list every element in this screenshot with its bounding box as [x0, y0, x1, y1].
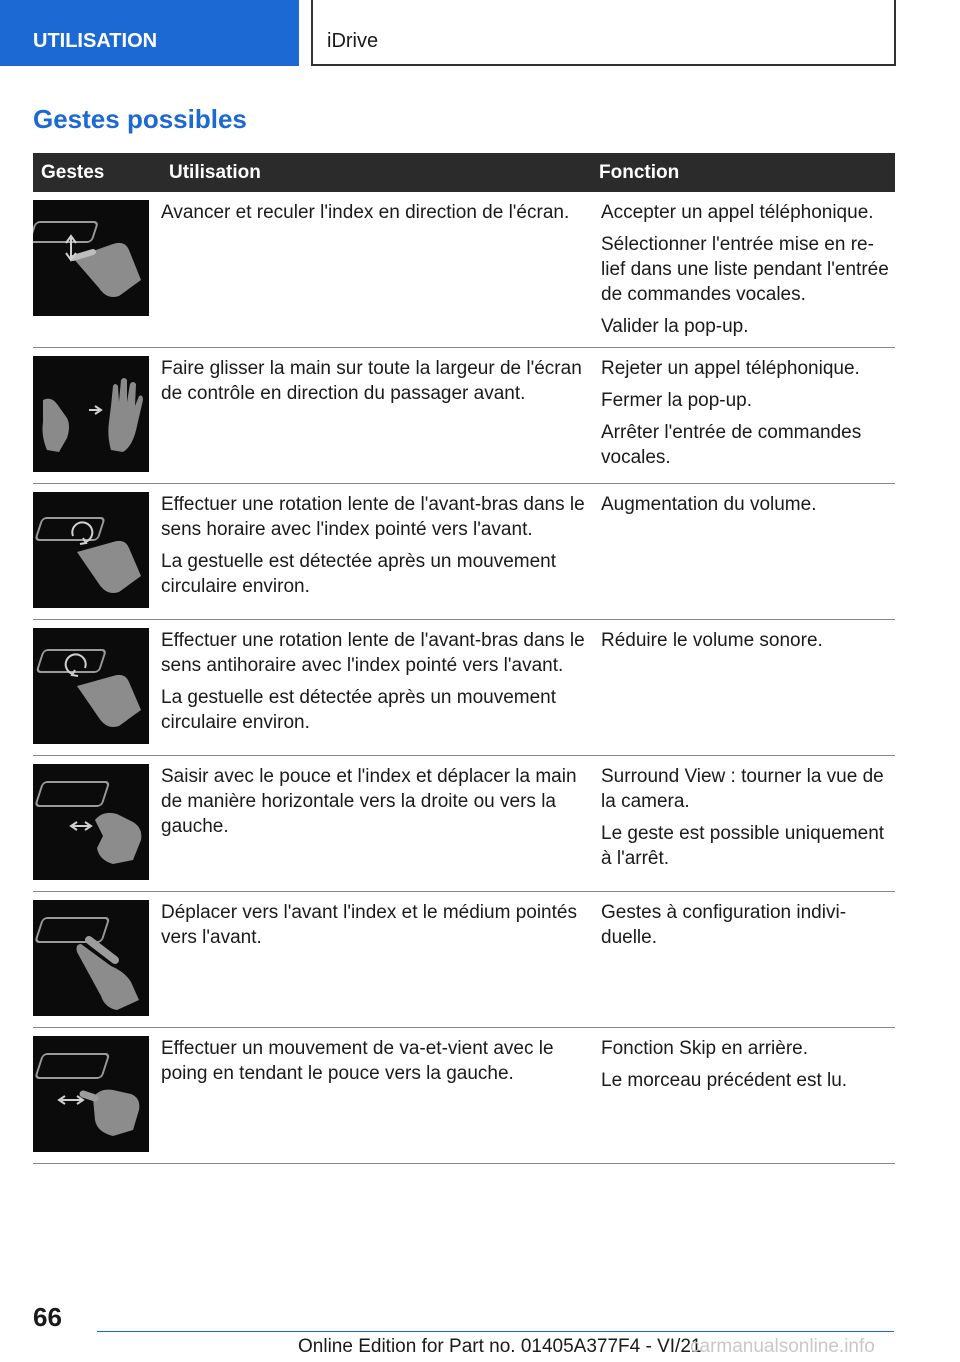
- function-text: Gestes à configuration indivi-duelle.: [601, 902, 847, 948]
- section-tab: [0, 0, 299, 66]
- watermark: carmanualsonline.info: [690, 1336, 875, 1357]
- usage-text: Effectuer un mouvement de va-et-vient avec le poing en tendant le pouce vers la gauche.: [161, 1038, 554, 1084]
- table-row: [33, 756, 895, 892]
- usage-text: La gestuelle est détectée après un mouvement circulaire environ.: [161, 687, 557, 733]
- usage-text: Déplacer vers l'avant l'index et le médium pointés vers l'avant.: [161, 902, 577, 948]
- gesture-grab-move-icon: [33, 764, 149, 880]
- usage-text: Effectuer une rotation lente de l'avant-bras dans le sens antihoraire avec l'index pointé vers l'avant.: [161, 630, 585, 676]
- usage-text: Avancer et reculer l'index en direction de l'écran.: [161, 202, 570, 223]
- table-row: [33, 348, 895, 484]
- usage-text: Faire glisser la main sur toute la largeur de l'écran de contrôle en direction du passager avant.: [161, 358, 582, 404]
- function-text: Augmentation du volume.: [601, 494, 817, 515]
- function-text: Arrêter l'entrée de commandes vocales.: [601, 422, 862, 468]
- column-header-usage: Utilisation: [161, 153, 591, 192]
- section-label: UTILISATION: [33, 30, 158, 52]
- function-text: Fermer la pop-up.: [601, 390, 753, 411]
- function-text: Rejeter un appel téléphonique.: [601, 358, 860, 379]
- gesture-point-forward-back-icon: [33, 200, 149, 316]
- table-row: [33, 892, 895, 1028]
- function-text: Accepter un appel téléphonique.: [601, 202, 874, 223]
- page-title: Gestes possibles: [33, 104, 247, 134]
- gesture-rotate-clockwise-icon: [33, 492, 149, 608]
- table-header-row: [33, 153, 895, 192]
- table-row: [33, 620, 895, 756]
- gesture-two-fingers-forward-icon: [33, 900, 149, 1016]
- table-row: [33, 1028, 895, 1164]
- column-header-function: Fonction: [591, 153, 895, 192]
- function-text: Le geste est possible uniquement à l'arrêt.: [601, 823, 885, 869]
- chapter-label: iDrive: [327, 30, 379, 52]
- table-row: [33, 192, 895, 348]
- gesture-rotate-counterclockwise-icon: [33, 628, 149, 744]
- usage-text: La gestuelle est détectée après un mouvement circulaire environ.: [161, 551, 557, 597]
- function-text: Valider la pop-up.: [601, 316, 749, 337]
- page-number: 66: [33, 1302, 62, 1332]
- edition-text: Online Edition for Part no. 01405A377F4 - VI/21: [298, 1336, 702, 1357]
- gesture-swipe-hand-icon: [33, 356, 149, 472]
- usage-text: Saisir avec le pouce et l'index et déplacer la main de manière horizontale vers la droite ou vers la gauche.: [161, 766, 577, 837]
- function-text: Sélectionner l'entrée mise en re-lief dans une liste pendant l'entrée de commandes vocales.: [601, 234, 889, 305]
- gesture-fist-thumb-wave-icon: [33, 1036, 149, 1152]
- function-text: Le morceau précédent est lu.: [601, 1070, 848, 1091]
- usage-text: Effectuer une rotation lente de l'avant-bras dans le sens horaire avec l'index pointé vers l'avant.: [161, 494, 585, 540]
- table-row: [33, 484, 895, 620]
- function-text: Fonction Skip en arrière.: [601, 1038, 808, 1059]
- column-header-gestures: Gestes: [33, 153, 161, 192]
- function-text: Réduire le volume sonore.: [601, 630, 823, 651]
- gestures-table: [33, 153, 895, 1164]
- chapter-tab: [311, 0, 896, 66]
- footer-divider: [97, 1331, 894, 1332]
- function-text: Surround View : tourner la vue de la camera.: [601, 766, 884, 812]
